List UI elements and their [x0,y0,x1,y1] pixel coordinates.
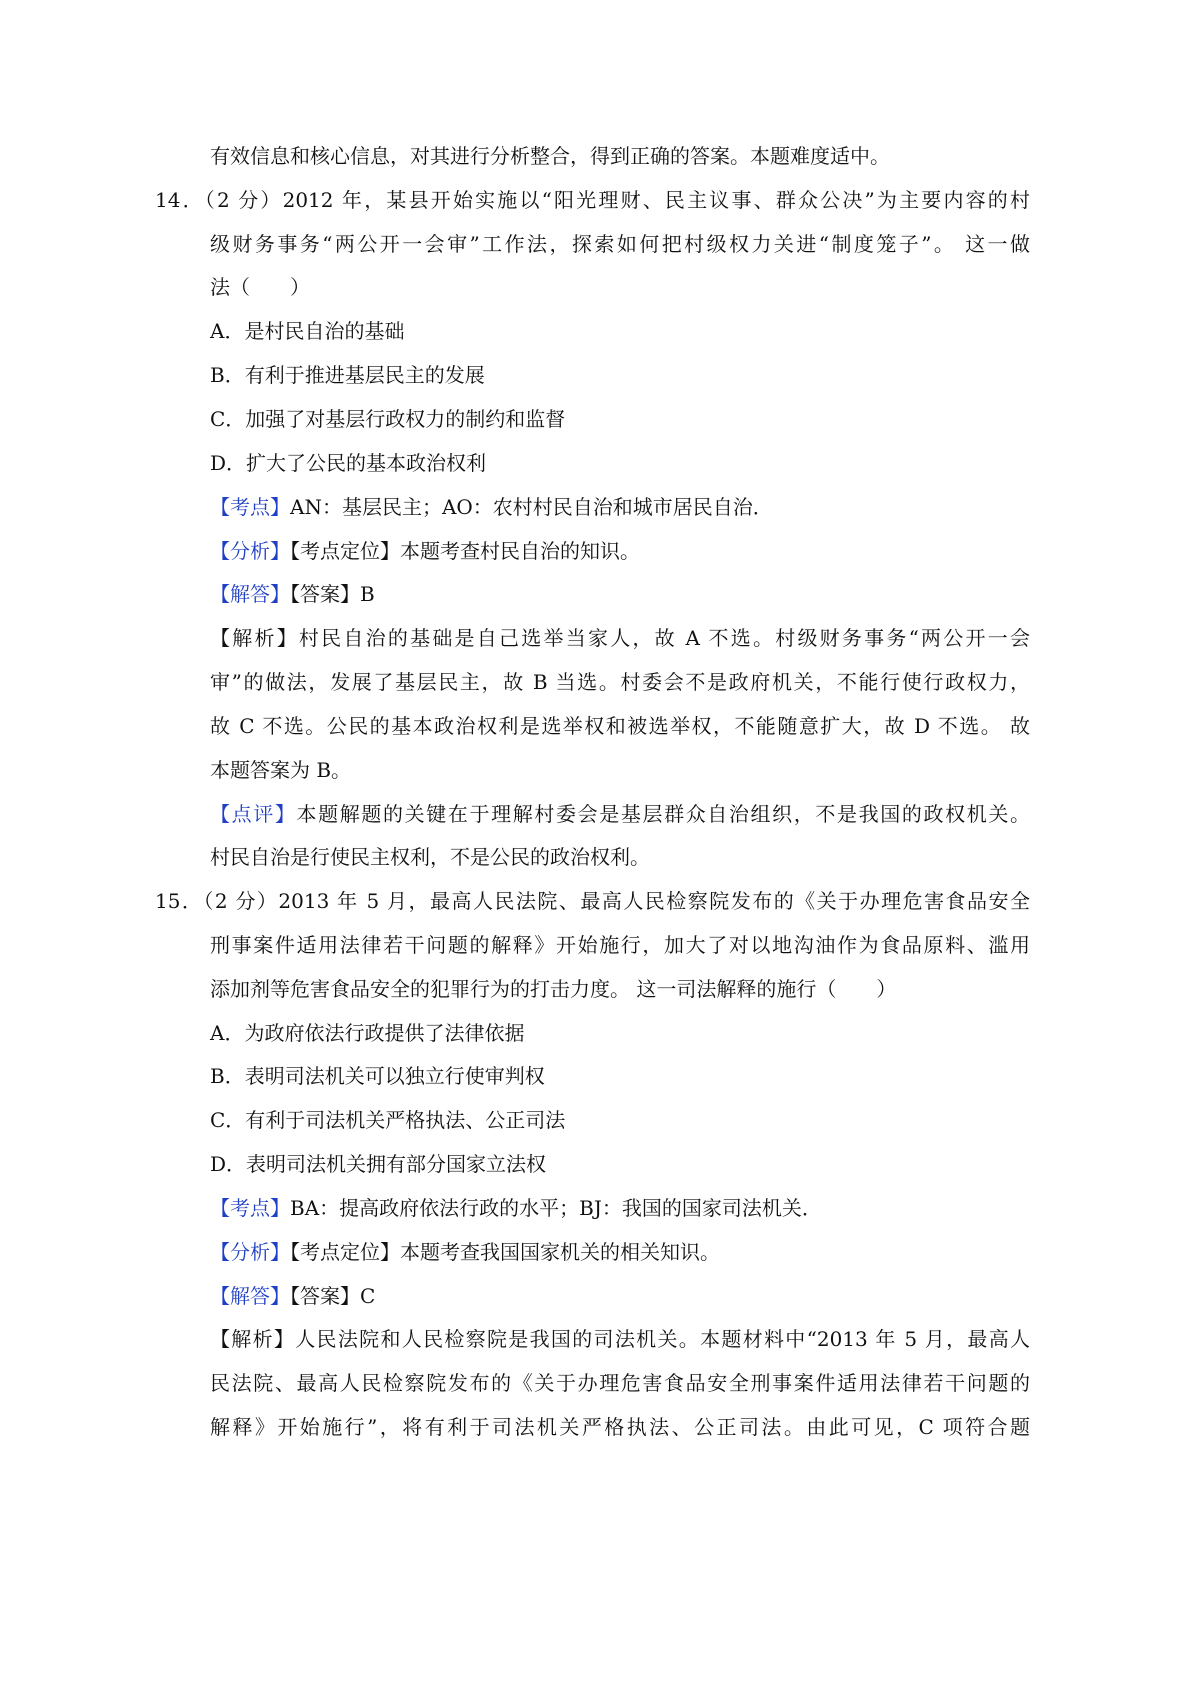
dianping-line: 村民自治是行使民主权利，不是公民的政治权利。 [210,845,650,869]
jiexi-line: 解释》开始施行”，将有利于司法机关严格执法、公正司法。由此可见，C 项符合题 [210,1415,1030,1439]
option-a: A．为政府依法行政提供了法律依据 [210,1021,525,1045]
kaodian-row [210,1194,822,1222]
jiexi-line: 【解析】人民法院和人民检察院是我国的司法机关。本题材料中“2013 年 5 月，最高人 [210,1327,1030,1351]
question-14-stem: 法（ ） [210,275,310,299]
jiexi-line: 本题答案为 B。 [210,758,352,782]
option-b: B．有利于推进基层民主的发展 [210,363,485,387]
dianping-text: 本题解题的关键在于理解村委会是基层群众自治组织，不是我国的政权机关。 [296,802,1031,826]
jiexi-line: 民法院、最高人民检察院发布的《关于办理危害食品安全刑事案件适用法律若干问题的 [210,1371,1030,1395]
option-d: D．扩大了公民的基本政治权利 [210,451,487,475]
question-14-stem: 级财务事务“两公开一会审”工作法，探索如何把村级权力关进“制度笼子”。 这一做 [210,232,1030,256]
fenxi-text: 【考点定位】本题考查村民自治的知识。 [290,539,640,563]
fenxi-row [210,1238,720,1266]
kaodian-text: BA：提高政府依法行政的水平；BJ：我国的国家司法机关． [290,1196,822,1220]
jieda-row [210,1282,375,1310]
fenxi-text: 【考点定位】本题考查我国国家机关的相关知识。 [290,1240,720,1264]
question-14-stem: 14．（2 分）2012 年，某县开始实施以“阳光理财、民主议事、群众公决”为主要内容的村 [155,188,1030,212]
option-d: D．表明司法机关拥有部分国家立法权 [210,1152,547,1176]
jieda-tag: 【解答】 [210,1284,290,1308]
option-b: B．表明司法机关可以独立行使审判权 [210,1064,545,1088]
fenxi-tag: 【分析】 [210,1240,290,1264]
jieda-text: 【答案】B [290,582,375,606]
jieda-row [210,580,375,608]
text-line: 有效信息和核心信息，对其进行分析整合，得到正确的答案。本题难度适中。 [210,144,890,168]
fenxi-tag: 【分析】 [210,539,290,563]
fenxi-row [210,537,640,565]
dianping-row [210,800,1030,828]
option-c: C．加强了对基层行政权力的制约和监督 [210,407,566,431]
jiexi-line: 【解析】村民自治的基础是自己选举当家人，故 A 不选。村级财务事务“两公开一会 [210,626,1030,650]
kaodian-tag: 【考点】 [210,495,290,519]
question-15-stem: 刑事案件适用法律若干问题的解释》开始施行，加大了对以地沟油作为食品原料、滥用 [210,933,1030,957]
jieda-text: 【答案】C [290,1284,376,1308]
question-15-stem: 添加剂等危害食品安全的犯罪行为的打击力度。 这一司法解释的施行（ ） [210,977,897,1001]
kaodian-row [210,493,773,521]
dianping-tag: 【点评】 [210,802,297,826]
kaodian-tag: 【考点】 [210,1196,290,1220]
question-15-stem: 15．（2 分）2013 年 5 月，最高人民法院、最高人民检察院发布的《关于办理危害食品安全 [155,889,1030,913]
jiexi-line: 故 C 不选。公民的基本政治权利是选举权和被选举权，不能随意扩大，故 D 不选。 故 [210,714,1030,738]
option-c: C．有利于司法机关严格执法、公正司法 [210,1108,566,1132]
jiexi-line: 审”的做法，发展了基层民主，故 B 当选。村委会不是政府机关，不能行使行政权力， [210,670,1030,694]
option-a: A．是村民自治的基础 [210,319,405,343]
kaodian-text: AN：基层民主；AO：农村村民自治和城市居民自治． [290,495,773,519]
jieda-tag: 【解答】 [210,582,290,606]
